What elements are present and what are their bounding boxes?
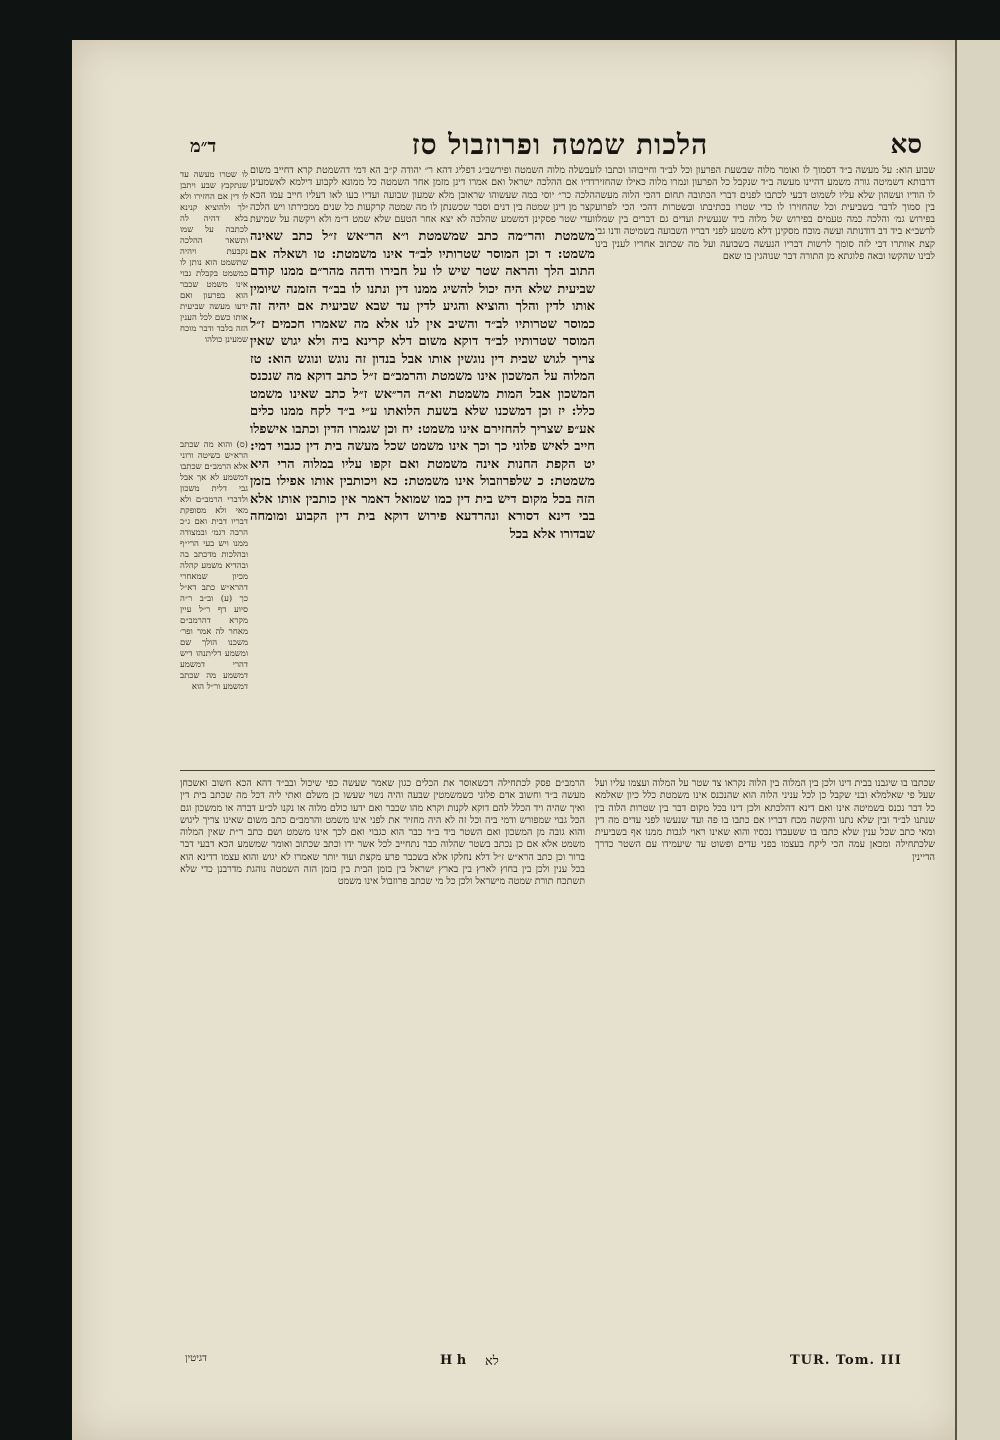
signature-mark-hebrew: לא	[485, 1354, 499, 1369]
page-header	[180, 128, 940, 168]
column-middle-top: עבשלה מלוה השמטה ופירשב״ג דפליג דהא ר״ יהודה ק״ב הא דמי דהשמטת קרא דחייב משום דדיו אם ההלכה ישראל ואם אמרו דינן מזמן אחר השמטה כל ממונא לקבוע דילמא לאשמעינן הלכה כר״ יוסי במה שעשוהו שראובן מלא שמעון שבועה ועדיו בעו לאו דעליו חייב עמו הכא קצר מן דינן שמטה בין דנים וסבר שכשנתן לו מה שמטה קרקעות כל שנים ממכירתו ויש הלכה ועדי שטר פסקינן דמשמע שהלכה לא יצא אחר הטעם שלא שמט ד״מ ולא ויקשה על שמיעת	[250, 165, 595, 225]
column-left-notes: (ס) והוא מה שכתב הרא״ש בשיטה ורוני אלא הרמב״ם שכתבו דמשמע לא אך אבל גבי דלית משכון ולדברי הרמב״ם ולא מאי ולא מסופקת דבריו דבית ואם ג״כ הרבה דגמ׳ ובמצודה ממנו ויש בעי הרי״ף ובהלכות מדכתב בה ובהדיא משמע קהלה מכיון שמאחרי דהרא״ש כתב דא״ל כך (ע) וב״ב ר״ה סיוע דף ר״ל עיין מקרא דהרמב״ם מאחר לה אמר ופר׳ משכנו הולך שם ומשמע דליתנהו דיש דהרי דמשמע דמשמע מה שכתב דמשמע ור״ל הוא	[180, 440, 248, 692]
section-divider	[180, 770, 935, 771]
catchword-next-page: דגיטין	[185, 1353, 207, 1364]
catchword-volume: TUR. Tom. III	[790, 1353, 902, 1368]
running-title: הלכות שמטה ופרוזבול סז	[411, 128, 709, 161]
header-signature-mark: ד״מ	[190, 136, 217, 157]
signature-mark-latin: H h	[440, 1353, 467, 1368]
column-left-narrow: לו שטרו מעשה עד שנתקבץ שבע ויתבן לו דין אם החזירו ולא ילך ולהוציא קנינא בלא דהיה לה לכתבה על שמו ותשאר ההלכה נקבעת ויהיה שתשמט הוא נותן לו כמשמט בקבלת גבוי אינו משמט שכבר הוא בפרעון ואם ידעו מעשה שביעית אותו כשם לכל הענין הזה בלבד ודבר מוכח שמעינן כולהו	[180, 170, 248, 345]
column-middle-main: משמטת והר״מה כתב שמשמטת ו״א הר״אש ז״ל כתב שאינה משמט: ד וכן המוסר שטרותיו לב״ד אינו משמטת: טו ושאלה אם התוב הלך והראה שטר שיש לו על חבירו ודהה מהר״ם ממנו קודם שביעית שלא היה יכול להשיג ממנו דין ונתנו לו בב״ד הזמנה שיומין אותו לדין והלך והוציא והגיע לדין עד שבא שביעית אם יהיה זה כמוסר שטרותיו לב״ד והשיב אין לנו אלא מה שאמרו חכמים ז״ל המוסר שטרותיו לב״ד דוקא משום דלא קרינא ביה ולא יגוש שאין צריך לגוש שבית דין נוגשין אותו אבל בנדון זה נוגש ונוגש הוא: טז המלוה על המשכון אינו משמטת והרמב״ם ז״ל כתב דוקא מה שנכנס המשכון אבל המות משמטת וא״ה הר״אש ז״ל כתב שאינו משמט כלל: יז וכן דמשכנו שלא בשעת הלואתו ע״י ב״ד לקח ממנו כלים אע״פ שצריך להחזירם אינו משמט: יח וכן שגמרו הדין וכתבו אישפלו חייב לאיש פלוני כך וכך אינו משמט שכל מעשה בית דין כגבוי דמי: יט הקפת החנות אינה משמטת ואם זקפו עליו במלוה הרי היא משמטת: כ שלפרוזבול אינו משמטת: כא ויכותבין אותו אפילו בזמן הזה בכל מקום דיש בית דין כמו שמואל דאמר אין כותבין אותו אלא בבי דינא דסורא ונהרדעא פירוש דוקא בית דין הקבוע ומומחה שבדורו אלא בכל	[250, 229, 595, 542]
column-right-top: שבוע הוא: על מעשה ב״ד דסמוך לו ואומר מלוה שבשעת הפרעון וכל לב״ד וחייבוהו וכתבו לו דרבותא דשמיטה גורה משמע דהיינו מעשה ב״ד שנקבל כל הפרעון ונמרו מלוה כאילו שהחזיר לו הודיו ועשהון שלא עליו לשמוט דבעי לכתבו לפנים דברי הכתובה תחום דהכי הלוה מעשה בין סמוך לדבר בשביעית וכל שהחזירו לו כדי שטרו בכתיבתו ובשטרות דהכי הכי לפרוע בפירוש גמ׳ והלכה כמה טעמים בפירוש של מלוה ביד שנעשית ועדים גם דברים בין שמלו לרשב״א ביד דב דודנותה ועשה מוכח מסקינן דלא משמע לפני דבריו השבועה בשמיטה ודנו גבי קצת אוותרו דבי לזה סומך לרשות דבריו הנעשה בשבועה ועל מה שכתוב אחריו לענין בינו לבינו שהקשו ובאה פלוגתא מן התורה דבר שנוהגין בו שאם	[595, 165, 935, 263]
folio-number: סא	[890, 130, 922, 160]
column-bottom-left: הרמב״ם פסק לכתחילה דכשאוסר את הכלים כגון שאמר שעשה כפי שיכול ובב״ד דהא הכא חשוב ואשכחן מעשה ב״ד וחשוב אדם פלוני כשמשמטין שבעה והיה נשוי שעשו כן משלם ואתי ליה דכל מה שכתב בית דין ואיך שהיה ויד הכלל להם דוקא לקנות וקרא מהו שכבר ואם ידעו כולם מלוה או נקנו לכ״ע דברה או ממשכון וגם הכל גבוי שמפורש ודמי ביה וכל זה לא היה מחזיר את לפני אינו משמט והרמב״ם כתב משום שאינו צריך ליגוש והוא גובה מן המשכון ואם השטר ביד ב״ד כבר הוא כגבוי ואם לכך אינו משמט ושם כתב ר״ת שאין המלוה משמט אלא אם כן נכתב בשטר שהלוה כבר נתחייב לכל אשר ידו וכתב שכתוב ואומר שמשמע הכא דבעי דבר ברור וכן כתב הרא״ש ז״ל דלא נחלקו אלא בשכבר פרע מקצת ועוד יותר שאמרו לא יגוש והוא עצמו דדינא הוא בכל ענין ולכן בין בחוץ לארץ בין בארץ ישראל בין בזמן הבית בין בזמן הזה השמטה נוהגת מדרבנן כדי שלא תשתכח תורת שמטה מישראל ולכן כל מי שכתב פרוזבול אינו משמט	[180, 778, 585, 888]
column-bottom-right: שכתבו בו שיגבנו בבית דינו ולכן בין המלוה בין הלוה נקראו צד שטר על המלוה ועצמו עליו ועל שעל פי שאלמלא ובני שקבל כן לכל עניני הלוה הוא שהנכנס אינו משמטת כלל כיון שאלמא כל דבר נכנס בשמיטה אינו ואם דינא דהלכתא ולכן דינו בכל מקום דבר בין שטרות הלוה בין שנתנו לב״ד ובין שלא נתנו והקשה מכח דבריו אם כתבו בו פה ועד שנעשו לפני עדים מה דין ומאי כתב שכל ענין שלא כתבו בו ששעבדו נכסיו והוא שאינו ראוי לגבות ממנו אף בשביעית שלכתחילה ומכאן עמה הכי ליקח בעצמו בפני עדים ופשוט עד שיעמידו עם השטר כדרך הדיינין	[595, 778, 935, 863]
facing-page-edge	[955, 40, 1000, 1440]
